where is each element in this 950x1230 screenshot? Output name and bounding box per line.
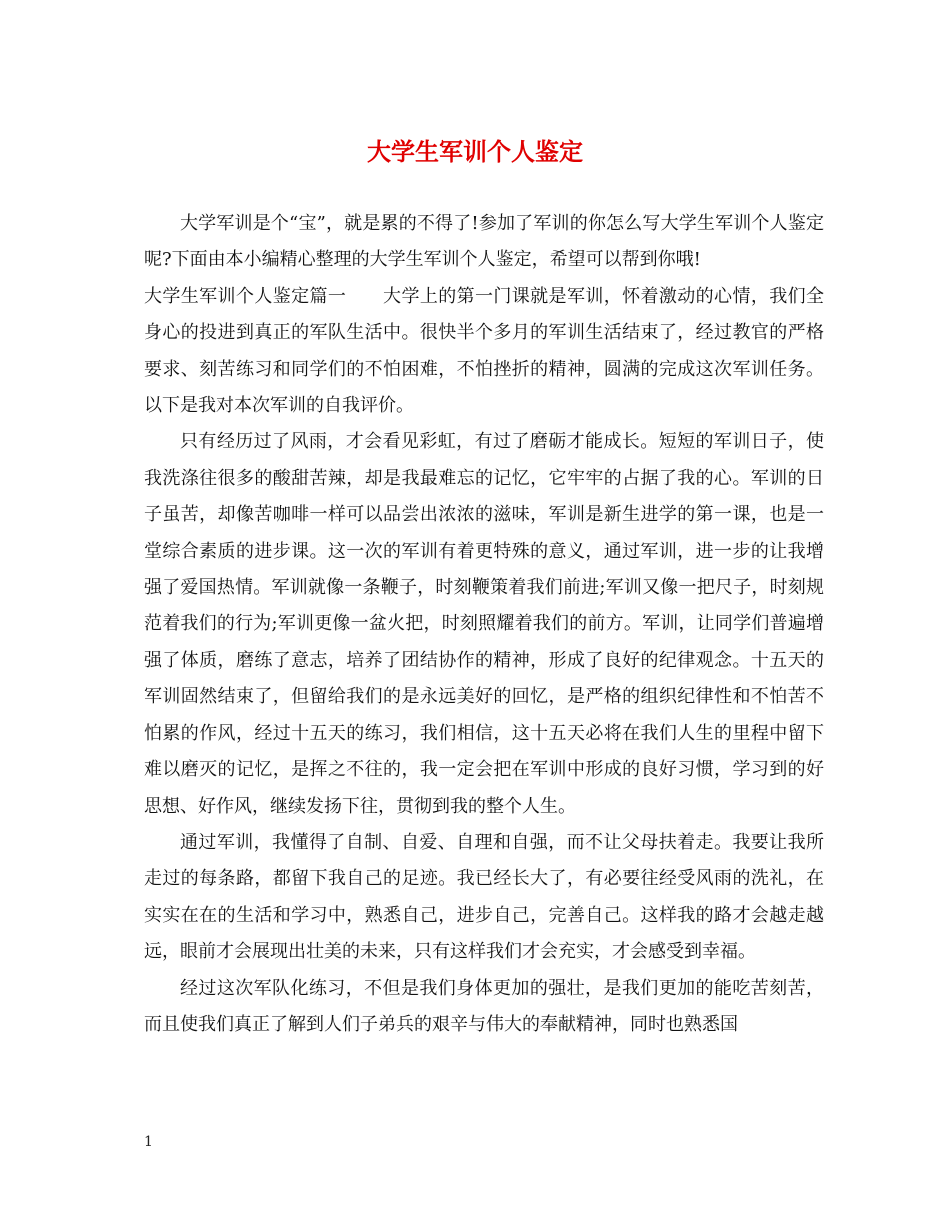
document-body xyxy=(144,206,824,1043)
paragraph-growth: 通过军训，我懂得了自制、自爱、自理和自强，而不让父母扶着走。我要让我所走过的每条路，都留下我自己的足迹。我已经长大了，有必要往经受风雨的洗礼，在实实在在的生活和学习中，熟悉自己，进步自己，完善自己。这样我的路才会越走越远，眼前才会展现出壮美的未来，只有这样我们才会充实，才会感受到幸福。 xyxy=(144,831,824,963)
paragraph-intro: 大学军训是个“宝”，就是累的不得了!参加了军训的你怎么写大学生军训个人鉴定呢?下面由本小编精心整理的大学生军训个人鉴定，希望可以帮到你哦! xyxy=(144,213,824,271)
page-number: 1 xyxy=(144,1134,153,1150)
paragraph-training: 经过这次军队化练习，不但是我们身体更加的强壮，是我们更加的能吃苦刻苦，而且使我们真正了解到人们子弟兵的艰辛与伟大的奉献精神，同时也熟悉国 xyxy=(144,977,824,1035)
document-title: 大学生军训个人鉴定 xyxy=(367,137,583,166)
paragraph-section-one: 大学生军训个人鉴定篇一 大学上的第一门课就是军训，怀着激动的心情，我们全身心的投进到真正的军队生活中。很快半个多月的军训生活结束了，经过教官的严格要求、刻苦练习和同学们的不怕困难，不怕挫折的精神，圆满的完成这次军训任务。以下是我对本次军训的自我评价。 xyxy=(144,285,824,417)
paragraph-experience: 只有经历过了风雨，才会看见彩虹，有过了磨砺才能成长。短短的军训日子，使我洗涤往很多的酸甜苦辣，却是我最难忘的记忆，它牢牢的占据了我的心。军训的日子虽苦，却像苦咖啡一样可以品尝出浓浓的滋味，军训是新生进学的第一课，也是一堂综合素质的进步课。这一次的军训有着更特殊的意义，通过军训，进一步的让我增强了爱国热情。军训就像一条鞭子，时刻鞭策着我们前进;军训又像一把尺子，时刻规范着我们的行为;军训更像一盆火把，时刻照耀着我们的前方。军训，让同学们普遍增强了体质，磨练了意志，培养了团结协作的精神，形成了良好的纪律观念。十五天的军训固然结束了，但留给我们的是永远美好的回忆，是严格的组织纪律性和不怕苦不怕累的作风，经过十五天的练习，我们相信，这十五天必将在我们人生的里程中留下难以磨灭的记忆，是挥之不往的，我一定会把在军训中形成的良好习惯，学习到的好思想、好作风，继续发扬下往，贯彻到我的整个人生。 xyxy=(144,431,824,817)
